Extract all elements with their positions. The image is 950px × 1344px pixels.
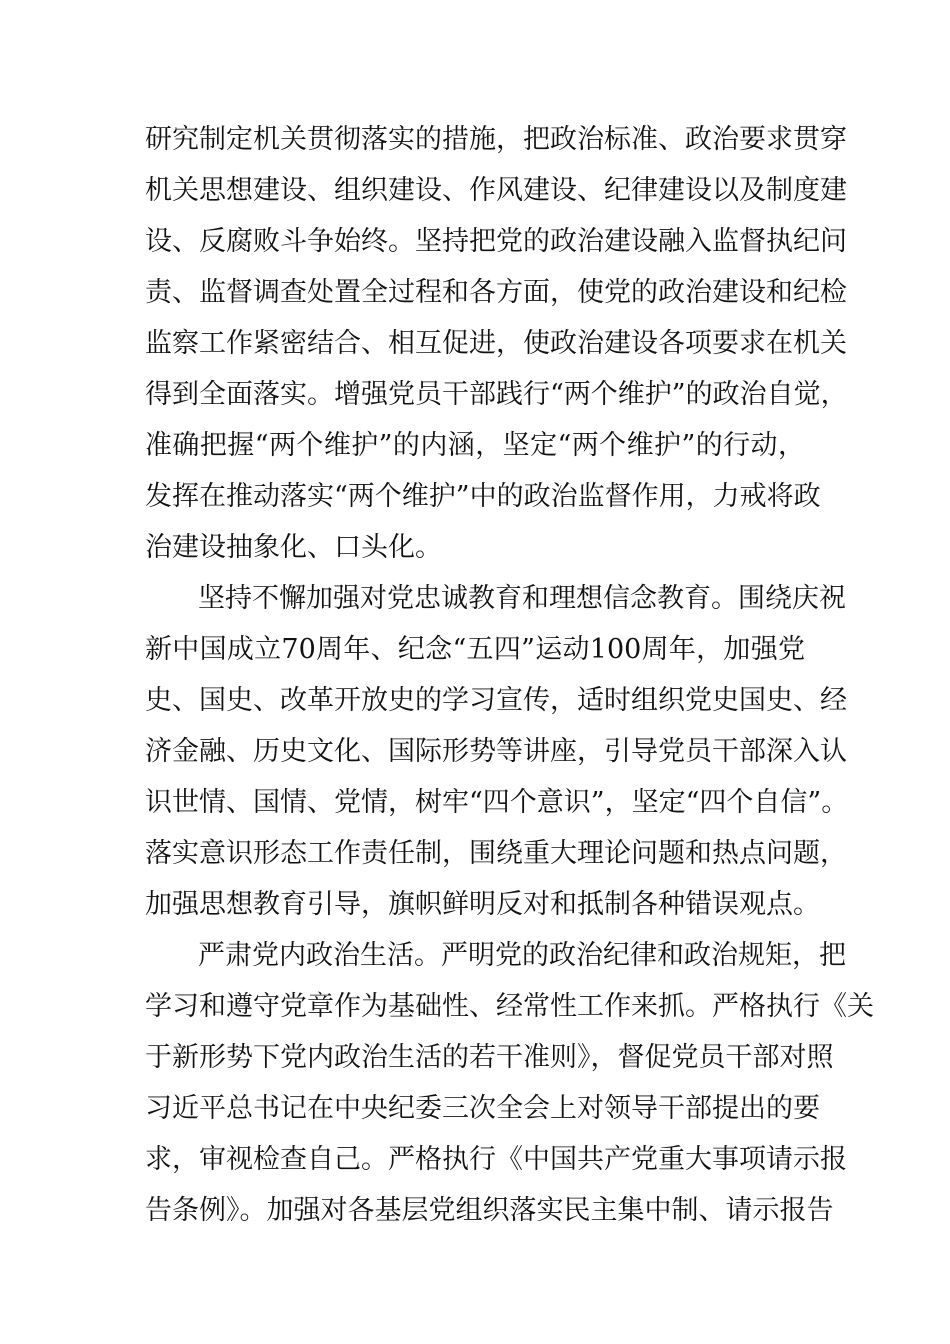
text-line: 发挥在推动落实“两个维护”中的政治监督作用，力戒将政	[145, 481, 821, 512]
paragraph-first-line: 严肃党内政治生活。严明党的政治纪律和政治规矩，把	[198, 940, 846, 971]
text-line: 研究制定机关贯彻落实的措施，把政治标准、政治要求贯穿	[145, 124, 847, 155]
text-line: 准确把握“两个维护”的内涵，坚定“两个维护”的行动，	[145, 430, 805, 461]
text-line: 济金融、历史文化、国际形势等讲座，引导党员干部深入认	[145, 736, 847, 767]
paragraph-first-line: 坚持不懈加强对党忠诚教育和理想信念教育。围绕庆祝	[198, 583, 846, 614]
text-line: 治建设抽象化、口头化。	[145, 532, 442, 563]
text-line: 史、国史、改革开放史的学习宣传，适时组织党史国史、经	[145, 685, 847, 716]
text-line: 机关思想建设、组织建设、作风建设、纪律建设以及制度建	[145, 175, 847, 206]
text-line: 责、监督调查处置全过程和各方面，使党的政治建设和纪检	[145, 277, 847, 308]
text-line: 于新形势下党内政治生活的若干准则》，督促党员干部对照	[145, 1042, 834, 1073]
text-line: 习近平总书记在中央纪委三次全会上对领导干部提出的要	[145, 1093, 820, 1124]
text-line: 得到全面落实。增强党员干部践行“两个维护”的政治自觉，	[145, 379, 848, 410]
text-line: 监察工作紧密结合、相互促进，使政治建设各项要求在机关	[145, 328, 847, 359]
text-line: 学习和遵守党章作为基础性、经常性工作来抓。严格执行《关	[145, 991, 874, 1022]
text-line: 设、反腐败斗争始终。坚持把党的政治建设融入监督执纪问	[145, 226, 847, 257]
text-line: 落实意识形态工作责任制，围绕重大理论问题和热点问题，	[145, 838, 847, 869]
text-line: 加强思想教育引导，旗帜鲜明反对和抵制各种错误观点。	[145, 889, 820, 920]
text-line: 识世情、国情、党情，树牢“四个意识”，坚定“四个自信”。	[145, 787, 849, 818]
text-line: 告条例》。加强对各基层党组织落实民主集中制、请示报告	[145, 1195, 834, 1226]
text-line: 新中国成立70周年、纪念“五四”运动100周年，加强党	[145, 634, 805, 665]
text-line: 求，审视检查自己。严格执行《中国共产党重大事项请示报	[145, 1144, 847, 1175]
